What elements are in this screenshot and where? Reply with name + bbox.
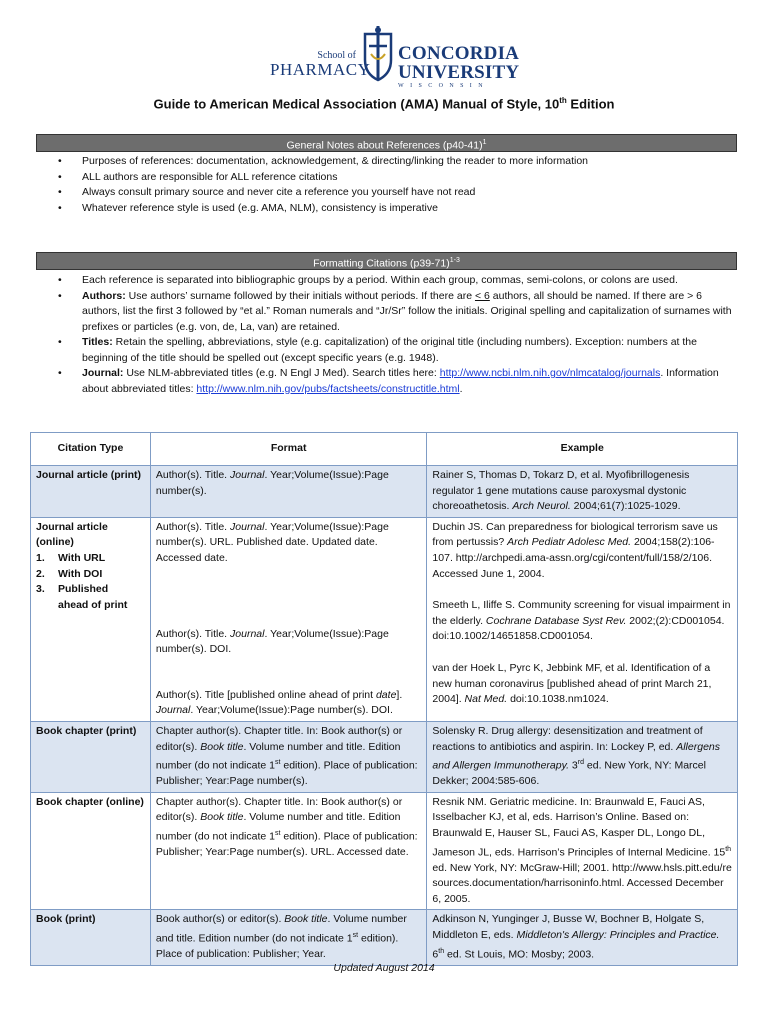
header-format: Format	[150, 433, 427, 466]
citation-type-cell: Book (print)	[31, 910, 151, 965]
list-item: • Always consult primary source and never cite a reference you yourself have not read	[58, 185, 738, 201]
format-with-doi: Author(s). Title. Journal. Year;Volume(Issue):Page number(s). DOI.	[155, 627, 389, 656]
example-cell: Resnik NM. Geriatric medicine. In: Braunwald E, Fauci AS, Isselbacher KJ, et al, eds. Harrison’s Online. Based on: Braunwald E, Hauser SL, Fauci AS, Kasper DL, Longo DL, Jameson JL, eds. Harrison’s Principles of Internal Medicine. 15th ed. New York, NY: McGraw-Hill; 2001. http://www.hsls.pitt.edu/resources.documentation/harrisoninfo.html. Accessed December 6, 2005.	[427, 792, 738, 910]
format-cell: Author(s). Title. Journal. Year;Volume(Issue):Page number(s).	[150, 466, 427, 518]
example-cell: Rainer S, Thomas D, Tokarz D, et al. Myofibrillogenesis regulator 1 gene mutations cause paroxysmal dystonic choreoathetosis. Arch Neurol. 2004;61(7):1025-1029.	[427, 466, 738, 518]
format-cell: Book author(s) or editor(s). Book title. Volume number and title. Edition number (do not indicate 1st edition). Place of publication: Publisher; Year.	[150, 910, 427, 965]
format-with-url: Author(s). Title. Journal. Year;Volume(Issue):Page number(s). URL. Published date. Updated date. Accessed date.	[155, 520, 389, 564]
list-item-titles: • Titles: Retain the spelling, abbreviations, style (e.g. capitalization) of the original title (including numbers). Exception: numbers at the beginning of the title should be spelled out (except specific years (e.g. 1948).	[58, 335, 738, 366]
list-item: 3. Published ahead of print	[36, 583, 128, 611]
nlm-factsheet-link[interactable]: http://www.nlm.nih.gov/pubs/factsheets/constructitle.html	[196, 382, 460, 395]
example-with-doi: Smeeth L, Iliffe S. Community screening for visual impairment in the elderly. Cochrane Database Syst Rev. 2002;(2):CD001054. doi:10.1002/14651858.CD001054.	[432, 599, 731, 643]
crest-icon	[362, 24, 394, 84]
table-row	[31, 466, 738, 518]
example-cell: Adkinson N, Yunginger J, Busse W, Bochner B, Holgate S, Middleton E, eds. Middleton's Allergy: Principles and Practice. 6th ed. St Louis, MO: Mosby; 2003.	[427, 910, 738, 965]
format-ahead-of-print: Author(s). Title [published online ahead of print date]. Journal. Year;Volume(Issue):Page number(s). DOI.	[155, 688, 403, 717]
table-row	[31, 792, 738, 910]
university-logo	[270, 20, 520, 96]
example-cell	[427, 517, 738, 721]
format-cell	[150, 517, 427, 721]
citation-type-cell: Book chapter (online)	[31, 792, 151, 910]
page-title: Guide to American Medical Association (AMA) Manual of Style, 10th Edition	[153, 96, 615, 112]
format-cell: Chapter author(s). Chapter title. In: Book author(s) or editor(s). Book title. Volume number and title. Edition number (do not indicate 1st edition). Place of publication: Publisher; Year:Page number(s).	[150, 721, 427, 792]
general-notes-header: General Notes about References $(p40-41)^1$	[36, 134, 737, 152]
table-row	[31, 721, 738, 792]
concordia-text: CONCORDIA	[398, 43, 520, 64]
format-cell: Chapter author(s). Chapter title. In: Book author(s) or editor(s). Book title. Volume number and title. Edition number (do not indicate 1st edition). Place of publication: Publisher; Year:Page number(s). URL. Accessed date.	[150, 792, 427, 910]
citation-type-cell: Journal article (print)	[31, 466, 151, 518]
citation-type-cell: Book chapter (print)	[31, 721, 151, 792]
table-header-row	[31, 433, 738, 466]
example-ahead-of-print: van der Hoek L, Pyrc K, Jebbink MF, et al. Identification of a new human coronavirus [published ahead of print March 21, 2004]. Nat Med. doi:10.1038.nm1024.	[432, 661, 712, 706]
header-example: Example	[427, 433, 738, 466]
citation-type-cell: Journal article (online) 1. With URL 2. With DOI 3. Published ahead of print	[31, 517, 151, 721]
university-text: UNIVERSITY	[398, 62, 520, 83]
list-item: 2. With DOI	[36, 567, 103, 580]
footer-updated: Updated August 2014	[333, 962, 435, 974]
pharmacy-text: PHARMACY	[270, 60, 371, 79]
formatting-list	[58, 273, 738, 397]
list-item: 1. With URL	[36, 551, 106, 564]
list-item: • Purposes of references: documentation, acknowledgement, & directing/linking the reader to more information	[58, 154, 738, 170]
wisconsin-text: WISCONSIN	[398, 83, 489, 89]
general-notes-list	[58, 154, 738, 216]
nlm-catalog-link[interactable]: http://www.ncbi.nlm.nih.gov/nlmcatalog/journals	[439, 367, 661, 379]
header-citation-type: Citation Type	[31, 433, 151, 466]
list-item: • ALL authors are responsible for ALL reference citations	[58, 170, 738, 186]
school-of-text: School of	[317, 50, 356, 61]
list-item: • Each reference is separated into bibliographic groups by a period. Within each group, commas, semi-colons, or colons are used.	[58, 273, 738, 289]
formatting-citations-header: Formatting Citations $(p39-71)^{1-3}$	[36, 252, 737, 270]
table-row	[31, 517, 738, 721]
university-name	[398, 44, 519, 89]
list-item-authors: • Authors: Use authors’ surname followed by their initials without periods. If there are < 6 authors, all should be named. If there are > 6 authors, list the first 3 followed by “et al.” Roman numerals and “Jr/Sr” follow the initials. Original spelling and capitalization of surnames with prefixes or particles (e.g. von, de, La, van) are retained.	[58, 289, 738, 336]
list-item-journal: • Journal: Use NLM-abbreviated titles (e.g. N Engl J Med). Search titles here: http://www.ncbi.nlm.nih.gov/nlmcatalog/journals. Information about abbreviated titles: http://www.nlm.nih.gov/pubs/factsheets/constructitle.html.	[58, 366, 738, 397]
example-cell: Solensky R. Drug allergy: desensitization and treatment of reactions to antibiotics and aspirin. In: Lockey P, ed. Allergens and Allergen Immunotherapy. 3rd ed. New York, NY: Marcel Dekker; 2004:585-606.	[427, 721, 738, 792]
citation-table	[30, 432, 738, 966]
table-row	[31, 910, 738, 965]
list-item: • Whatever reference style is used (e.g. AMA, NLM), consistency is imperative	[58, 201, 738, 217]
school-of-pharmacy	[270, 50, 371, 80]
online-subtypes-list	[36, 551, 145, 613]
example-with-url: Duchin JS. Can preparedness for biological terrorism save us from pertussis? Arch Pediatr Adolesc Med. 2004;158(2):106-107. http://archpedi.ama-assn.org/cgi/content/full/158/2/106. Accessed June 1, 2004.	[432, 520, 718, 580]
